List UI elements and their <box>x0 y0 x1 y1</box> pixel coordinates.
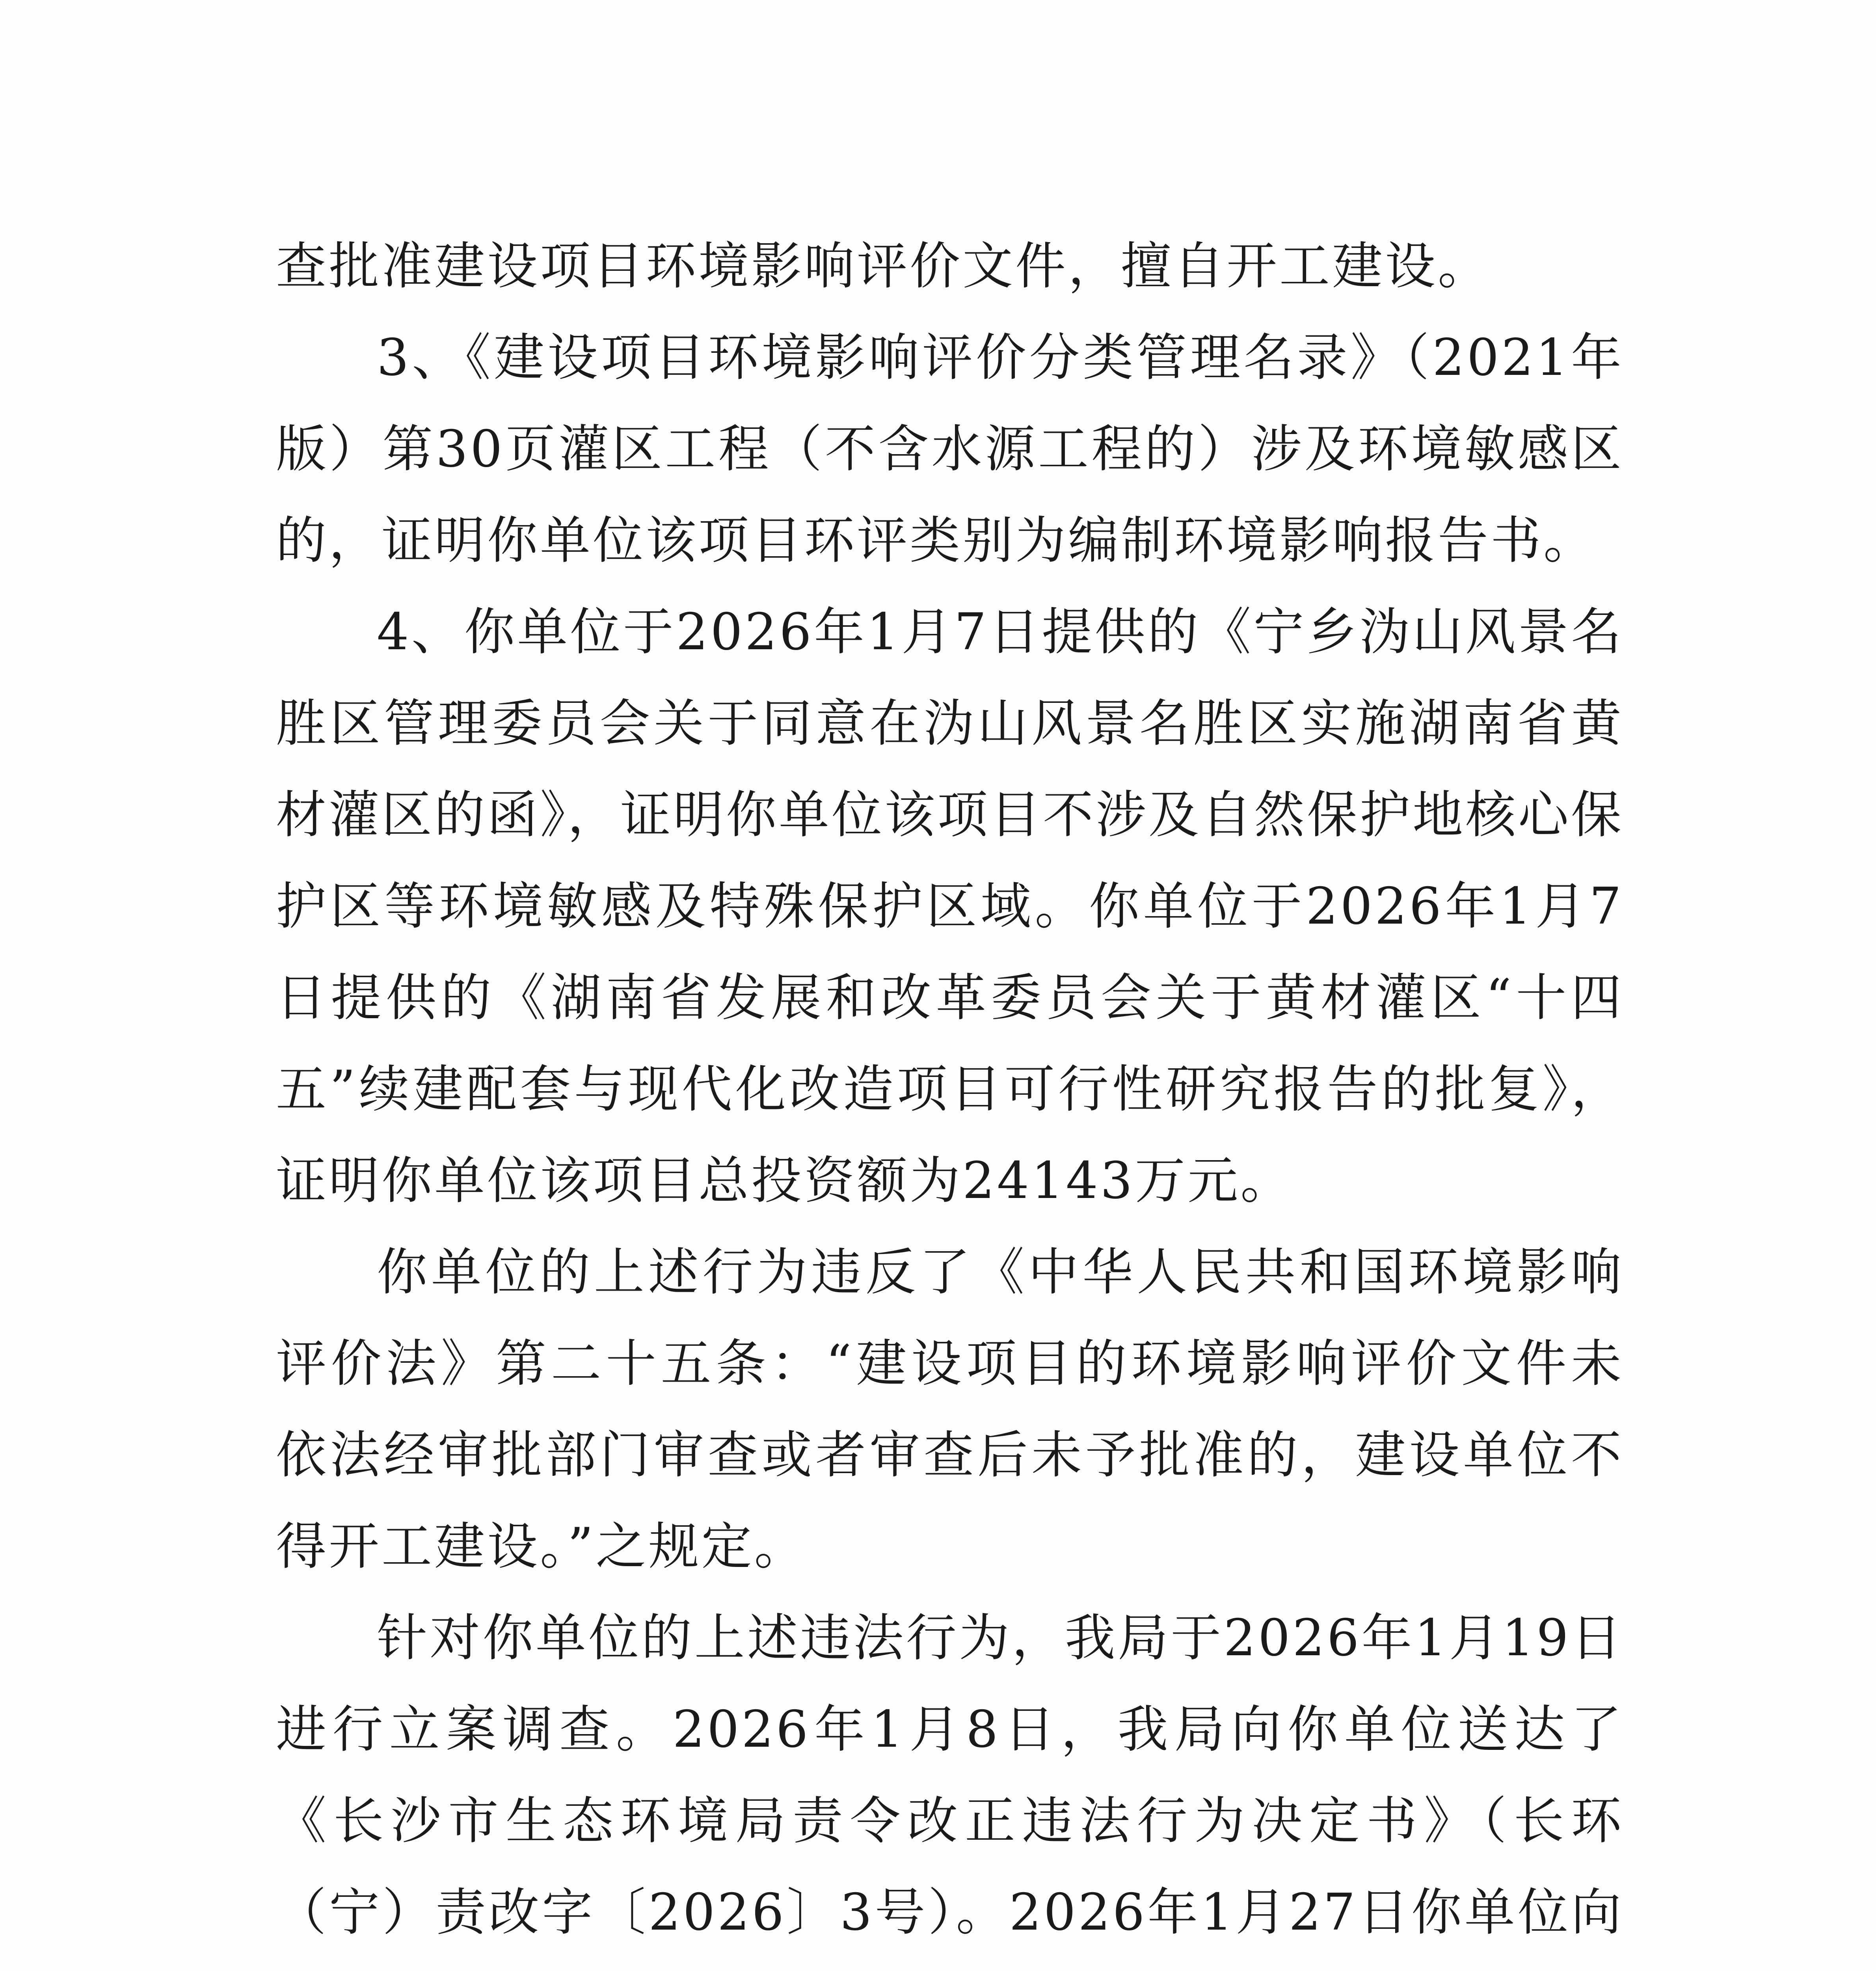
paragraph-continuation: 查批准建设项目环境影响评价文件，擅自开工建设。 <box>276 237 1491 296</box>
document-body <box>276 221 1624 1971</box>
paragraph-item-4: 4、你单位于2026年1月7日提供的《宁乡沩山风景名胜区管理委员会关于同意在沩山风景名胜区实施湖南省黄材灌区的函》，证明你单位该项目不涉及自然保护地核心保护区等环境敏感及特殊保护区域。你单位于2026年1月7日提供的《湖南省发展和改革委员会关于黄材灌区“十四五”续建配套与现代化改造项目可行性研究报告的批复》，证明你单位该项目总投资额为24143万元。 <box>276 603 1624 1210</box>
paragraph-item-3: 3、《建设项目环境影响评价分类管理名录》（2021年版）第30页灌区工程（不含水源工程的）涉及环境敏感区的，证明你单位该项目环评类别为编制环境影响报告书。 <box>276 328 1624 570</box>
paragraph-procedure: 针对你单位的上述违法行为，我局于2026年1月19日进行立案调查。2026年1月8日，我局向你单位送达了《长沙市生态环境局责令改正违法行为决定书》（长环（宁）责改字〔2026〕3号）。2026年1月27日你单位向 <box>276 1609 1624 1942</box>
paragraph-violation: 你单位的上述行为违反了《中华人民共和国环境影响评价法》第二十五条：“建设项目的环境影响评价文件未依法经审批部门审查或者审查后未予批准的，建设单位不得开工建设。”之规定。 <box>276 1243 1624 1576</box>
